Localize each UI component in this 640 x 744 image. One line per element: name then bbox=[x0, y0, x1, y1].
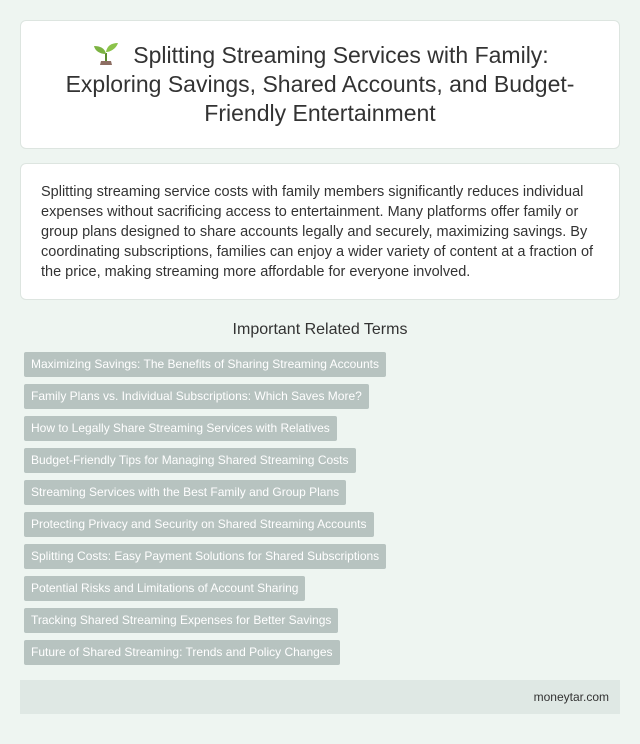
sprout-icon bbox=[91, 42, 121, 66]
related-term-tag[interactable]: Maximizing Savings: The Benefits of Sharing Streaming Accounts bbox=[24, 352, 386, 377]
related-terms-list bbox=[24, 352, 616, 672]
title-card bbox=[20, 20, 620, 149]
page-title bbox=[45, 41, 595, 128]
related-term-tag[interactable]: Tracking Shared Streaming Expenses for Better Savings bbox=[24, 608, 338, 633]
related-term-tag[interactable]: Streaming Services with the Best Family and Group Plans bbox=[24, 480, 346, 505]
footer-site-name[interactable]: moneytar.com bbox=[533, 690, 609, 704]
page-title-text: Splitting Streaming Services with Family: Exploring Savings, Shared Accounts, and Budget-Friendly Entertainment bbox=[65, 42, 575, 126]
related-term-tag[interactable]: Splitting Costs: Easy Payment Solutions for Shared Subscriptions bbox=[24, 544, 386, 569]
summary-text: Splitting streaming service costs with family members significantly reduces individual expenses without sacrificing access to entertainment. Many platforms offer family or group plans designed to share accounts legally and securely, maximizing savings. By coordinating subscriptions, families can enjoy a wider variety of content at a fraction of the price, making streaming more affordable for everyone involved. bbox=[41, 184, 594, 280]
footer bbox=[20, 680, 620, 714]
summary-card bbox=[20, 163, 620, 300]
related-term-tag[interactable]: Family Plans vs. Individual Subscriptions: Which Saves More? bbox=[24, 384, 369, 409]
related-term-tag[interactable]: Budget-Friendly Tips for Managing Shared Streaming Costs bbox=[24, 448, 356, 473]
related-term-tag[interactable]: Protecting Privacy and Security on Shared Streaming Accounts bbox=[24, 512, 374, 537]
related-terms-heading: Important Related Terms bbox=[232, 321, 408, 338]
related-term-tag[interactable]: How to Legally Share Streaming Services with Relatives bbox=[24, 416, 337, 441]
related-term-tag[interactable]: Potential Risks and Limitations of Account Sharing bbox=[24, 576, 305, 601]
related-term-tag[interactable]: Future of Shared Streaming: Trends and Policy Changes bbox=[24, 640, 340, 665]
